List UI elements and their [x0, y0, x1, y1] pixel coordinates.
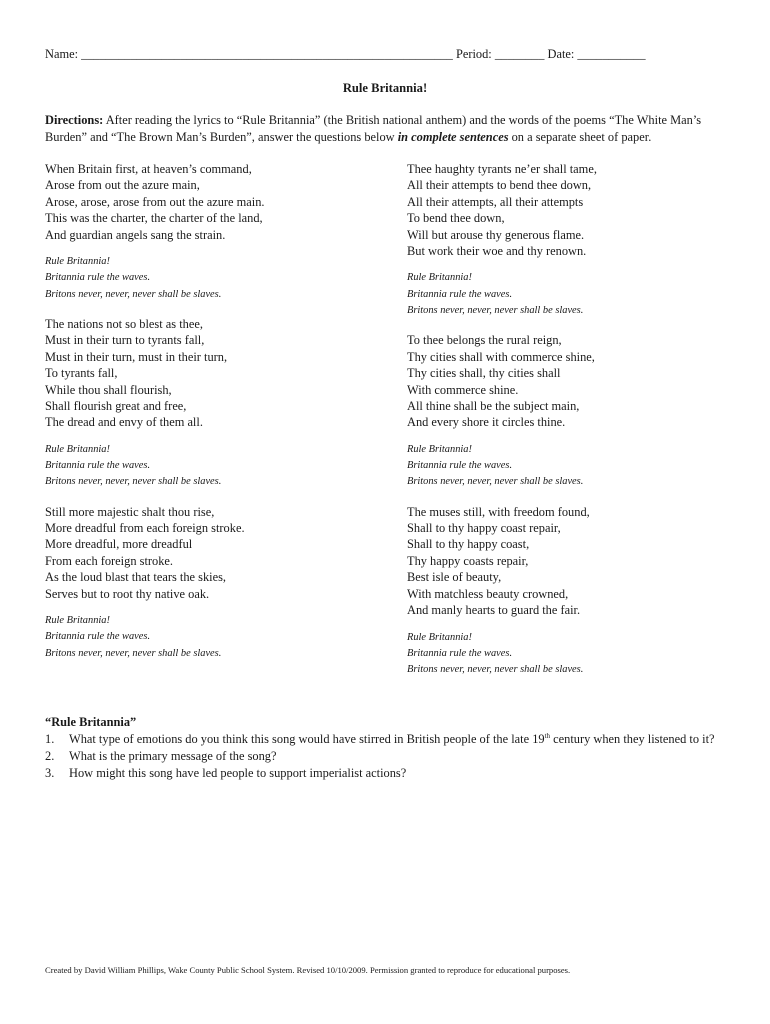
- chorus-line: Rule Britannia!: [407, 443, 472, 455]
- lyric-line: And every shore it circles thine.: [407, 415, 566, 430]
- lyric-line: Will but arouse thy generous flame.: [407, 227, 585, 242]
- chorus: [407, 442, 737, 491]
- chorus-line: Rule Britannia!: [45, 256, 110, 268]
- chorus-line: Britannia rule the waves.: [45, 631, 151, 643]
- lyric-line: Best isle of beauty,: [407, 570, 502, 585]
- lyrics-left-column: [45, 161, 375, 662]
- lyric-line: Arose, arose, arose from out the azure main.: [45, 194, 265, 209]
- question-item: [45, 748, 745, 765]
- chorus-line: Britannia rule the waves.: [407, 460, 513, 472]
- directions-paragraph: [45, 112, 720, 146]
- chorus-line: Britannia rule the waves.: [45, 460, 151, 472]
- lyric-line: All their attempts to bend thee down,: [407, 178, 592, 193]
- chorus: [45, 613, 375, 662]
- chorus: [45, 442, 375, 491]
- lyric-line: Shall to thy happy coast,: [407, 537, 530, 552]
- lyric-line: Shall to thy happy coast repair,: [407, 521, 561, 536]
- questions-title: “Rule Britannia”: [45, 715, 137, 729]
- stanza: [45, 316, 375, 431]
- chorus-line: Britons never, never, never shall be slaves.: [407, 305, 584, 317]
- question-text-part: What type of emotions do you think this song would have stirred in British people of the late 19: [69, 732, 545, 746]
- directions-text-end: on a separate sheet of paper.: [508, 130, 652, 144]
- lyric-line: From each foreign stroke.: [45, 553, 173, 568]
- chorus-line: Britons never, never, never shall be slaves.: [407, 476, 584, 488]
- chorus-line: Britons never, never, never shall be slaves.: [45, 647, 222, 659]
- lyric-line: More dreadful from each foreign stroke.: [45, 521, 245, 536]
- lyric-line: As the loud blast that tears the skies,: [45, 570, 227, 585]
- lyric-line: Arose from out the azure main,: [45, 178, 200, 193]
- question-item: [45, 731, 745, 748]
- question-text: How might this song have led people to support imperialist actions?: [69, 766, 407, 780]
- stanza: [45, 504, 375, 602]
- lyric-line: To bend thee down,: [407, 211, 505, 226]
- lyric-line: Thy happy coasts repair,: [407, 553, 529, 568]
- lyric-line: With commerce shine.: [407, 382, 519, 397]
- lyric-line: When Britain first, at heaven’s command,: [45, 162, 252, 176]
- question-text-part: century when they listened to it?: [550, 732, 715, 746]
- chorus: [407, 630, 737, 679]
- directions-label: Directions:: [45, 113, 104, 127]
- lyric-line: Thee haughty tyrants ne’er shall tame,: [407, 162, 597, 176]
- question-item: [45, 765, 745, 782]
- lyric-line: To thee belongs the rural reign,: [407, 333, 562, 348]
- question-number: 1.: [45, 732, 55, 746]
- directions-text: After reading the lyrics to “Rule Britannia” (the British national anthem) and the words of the poems “The White Man’s Burden” and “The Brown Man’s Burden”, answer the questions below: [45, 113, 702, 144]
- chorus-line: Britannia rule the waves.: [407, 288, 513, 300]
- question-number: 3.: [45, 766, 55, 780]
- questions-section: [45, 714, 745, 782]
- lyric-line: But work their woe and thy renown.: [407, 244, 587, 259]
- lyric-line: Must in their turn to tyrants fall,: [45, 333, 205, 348]
- name-period-date-line: Name: ____________________________________________________________ Period: ________ Date: ___________: [45, 47, 646, 61]
- chorus-line: Rule Britannia!: [407, 272, 472, 284]
- lyric-line: Shall flourish great and free,: [45, 398, 187, 413]
- lyric-line: Still more majestic shalt thou rise,: [45, 504, 215, 519]
- stanza: [407, 161, 737, 259]
- chorus: [45, 254, 375, 303]
- lyric-line: While thou shall flourish,: [45, 382, 172, 397]
- lyric-line: All thine shall be the subject main,: [407, 398, 580, 413]
- page-title: Rule Britannia!: [342, 81, 428, 95]
- question-text: What is the primary message of the song?: [69, 749, 277, 763]
- ordinal-suffix: th: [544, 731, 551, 740]
- lyric-line: To tyrants fall,: [45, 366, 118, 381]
- lyric-line: Must in their turn, must in their turn,: [45, 349, 228, 364]
- stanza: [407, 332, 737, 430]
- lyric-line: Serves but to root thy native oak.: [45, 586, 210, 601]
- directions-emphasis: in complete sentences: [397, 130, 509, 144]
- lyric-line: The nations not so blest as thee,: [45, 316, 203, 331]
- lyric-line: All their attempts, all their attempts: [407, 194, 584, 209]
- lyric-line: With matchless beauty crowned,: [407, 586, 569, 601]
- chorus-line: Britannia rule the waves.: [407, 647, 513, 659]
- lyric-line: The muses still, with freedom found,: [407, 504, 590, 519]
- lyric-line: Thy cities shall with commerce shine,: [407, 349, 595, 364]
- chorus-line: Rule Britannia!: [45, 615, 110, 627]
- lyric-line: Thy cities shall, thy cities shall: [407, 366, 561, 381]
- lyric-line: More dreadful, more dreadful: [45, 537, 193, 552]
- lyric-line: This was the charter, the charter of the land,: [45, 211, 263, 226]
- chorus-line: Rule Britannia!: [45, 443, 110, 455]
- stanza: [45, 161, 375, 243]
- lyric-line: And manly hearts to guard the fair.: [407, 603, 581, 618]
- lyric-line: The dread and envy of them all.: [45, 415, 203, 430]
- chorus-line: Britons never, never, never shall be slaves.: [407, 664, 584, 676]
- chorus-line: Britannia rule the waves.: [45, 272, 151, 284]
- chorus-line: Rule Britannia!: [407, 631, 472, 643]
- chorus-line: Britons never, never, never shall be slaves.: [45, 476, 222, 488]
- footer-credit: Created by David William Phillips, Wake County Public School System. Revised 10/10/2009. Permission granted to reproduce for educational purposes.: [45, 965, 571, 975]
- stanza: [407, 504, 737, 619]
- question-text: [69, 731, 715, 748]
- chorus: [407, 270, 737, 319]
- lyrics-right-column: [407, 161, 737, 678]
- question-number: 2.: [45, 749, 55, 763]
- lyric-line: And guardian angels sang the strain.: [45, 227, 226, 242]
- chorus-line: Britons never, never, never shall be slaves.: [45, 288, 222, 300]
